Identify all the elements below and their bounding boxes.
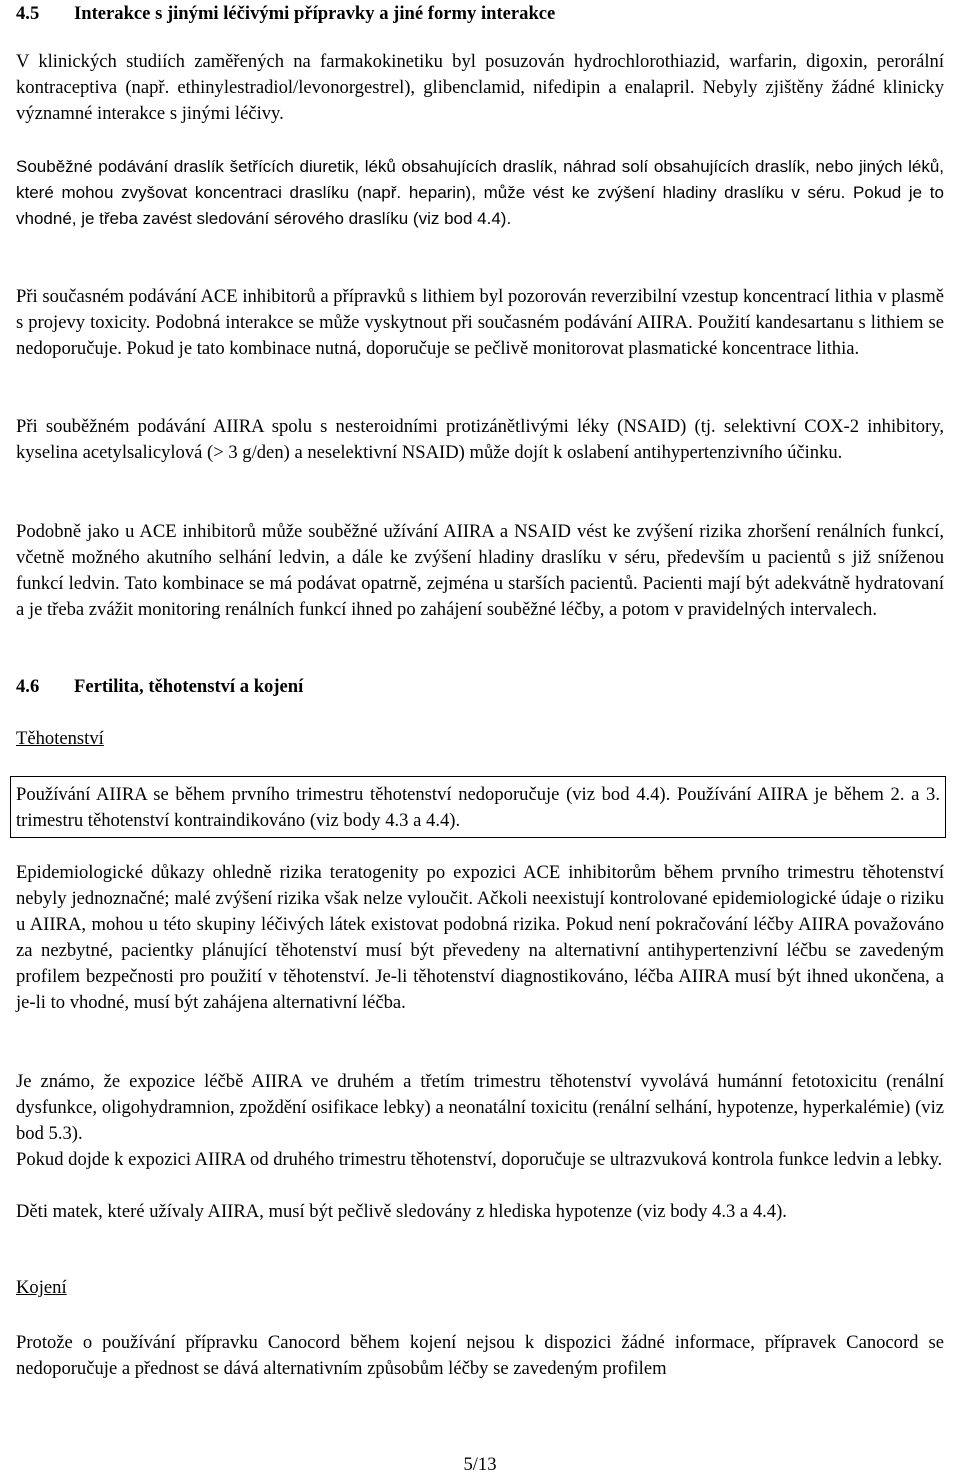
page-number: 5/13 xyxy=(463,1454,497,1475)
section-title: Fertilita, těhotenství a kojení xyxy=(74,676,304,697)
paragraph-potassium: Souběžné podávání draslík šetřících diuretik, léků obsahujících draslík, náhrad solí obsahujících draslík, nebo jiných léků, které mohou zvyšovat koncentraci draslíku (např. heparin), může vést ke zvýšení hladiny draslíku v séru. Pokud je to vhodné, je třeba zavést sledování sérového draslíku (viz bod 4.4). xyxy=(16,157,944,228)
paragraph-teratogenicity: Epidemiologické důkazy ohledně rizika teratogenity po expozici ACE inhibitorům během prvního trimestru těhotenství nebyly jednoznačné; malé zvýšení rizika však nelze vyloučit. Ačkoli neexistují kontrolované epidemiologické údaje o riziku u AIIRA, mohou u této skupiny léčivých látek existovat podobná rizika. Pokud není pokračování léčby AIIRA považováno za nezbytné, pacientky plánující těhotenství musí být převedeny na alternativní antihypertenzivní léčbu se zavedeným profilem bezpečnosti pro použití v těhotenství. Je-li těhotenství diagnostikováno, léčba AIIRA musí být ihned ukončena, a je-li to vhodné, musí být zahájena alternativní léčba. xyxy=(16,862,944,1013)
boxed-warning: Používání AIIRA se během prvního trimestru těhotenství nedoporučuje (viz bod 4.4). Používání AIIRA je během 2. a 3. trimestru těhotenství kontraindikováno (viz body 4.3 a 4.4). xyxy=(10,776,946,838)
paragraph-breastfeeding: Protože o používání přípravku Canocord během kojení nejsou k dispozici žádné informace, přípravek Canocord se nedoporučuje a přednost se dává alternativním způsobům léčby se zavedeným profilem xyxy=(16,1332,944,1379)
paragraph-children: Děti matek, které užívaly AIIRA, musí být pečlivě sledovány z hlediska hypotenze (viz body 4.3 a 4.4). xyxy=(16,1201,787,1222)
section-number: 4.6 xyxy=(16,676,40,697)
section-number: 4.5 xyxy=(16,3,40,24)
paragraph-lithium: Při současném podávání ACE inhibitorů a přípravků s lithiem byl pozorován reverzibilní vzestup koncentrací lithia v plasmě s projevy toxicity. Podobná interakce se může vyskytnout při současném podávání AIIRA. Použití kandesartanu s lithiem se nedoporučuje. Pokud je tato kombinace nutná, doporučuje se pečlivě monitorovat plasmatické koncentrace lithia. xyxy=(16,286,944,359)
section-heading-4-6 xyxy=(16,676,303,698)
paragraph-fetotoxicity: Je známo, že expozice léčbě AIIRA ve druhém a třetím trimestru těhotenství vyvolává humánní fetotoxicitu (renální dysfunkce, oligohydramnion, zpoždění osifikace lebky) a neonatální toxicitu (renální selhání, hypotenze, hyperkalémie) (viz bod 5.3). xyxy=(16,1071,944,1144)
subheading-pregnancy: Těhotenství xyxy=(16,728,104,749)
paragraph-nsaid: Při souběžném podávání AIIRA spolu s nesteroidními protizánětlivými léky (NSAID) (tj. selektivní COX-2 inhibitory, kyselina acetylsalicylová (> 3 g/den) a neselektivní NSAID) může dojít k oslabení antihypertenzivního účinku. xyxy=(16,416,944,463)
section-heading-4-5 xyxy=(16,3,555,25)
subheading-breastfeeding: Kojení xyxy=(16,1277,67,1298)
paragraph-renal: Podobně jako u ACE inhibitorů může souběžné užívání AIIRA a NSAID vést ke zvýšení rizika zhoršení renálních funkcí, včetně možného akutního selhání ledvin, a dále ke zvýšení hladiny draslíku v séru, především u pacientů s již sníženou funkcí ledvin. Tato kombinace se má podávat opatrně, zejména u starších pacientů. Pacienti mají být adekvátně hydratovaní a je třeba zvážit monitoring renálních funkcí ihned po zahájení souběžné léčby, a potom v pravidelných intervalech. xyxy=(16,521,944,620)
paragraph-pharmacokinetics: V klinických studiích zaměřených na farmakokinetiku byl posuzován hydrochlorothiazid, warfarin, digoxin, perorální kontraceptiva (např. ethinylestradiol/levonorgestrel), glibenclamid, nifedipin a enalapril. Nebyly zjištěny žádné klinicky významné interakce s jinými léčivy. xyxy=(16,51,944,124)
paragraph-ultrasound: Pokud dojde k expozici AIIRA od druhého trimestru těhotenství, doporučuje se ultrazvuková kontrola funkce ledvin a lebky. xyxy=(16,1149,943,1170)
section-title: Interakce s jinými léčivými přípravky a jiné formy interakce xyxy=(74,3,556,24)
